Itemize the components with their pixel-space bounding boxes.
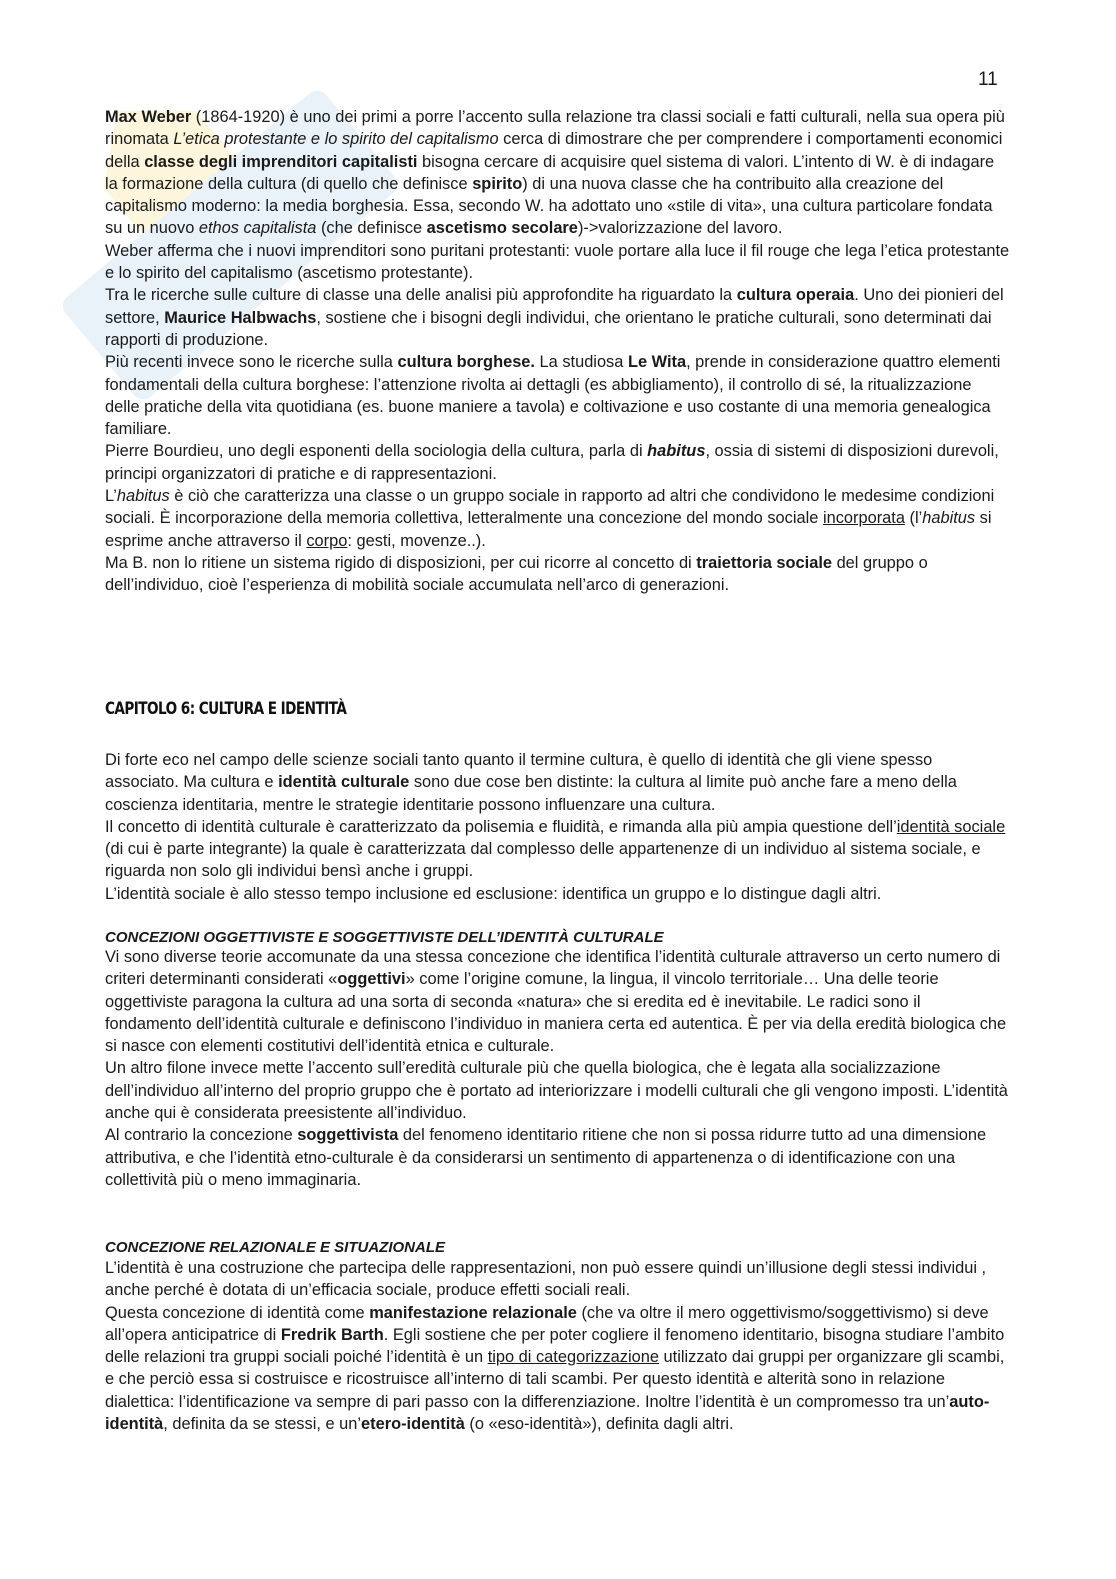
bold-italic-term: habitus — [647, 442, 706, 461]
paragraph: Un altro filone invece mette l’accento sull’eredità culturale più che quella biologica, che è legata alla socializzazione dell’individuo all’interno del proprio gruppo che è portato ad interiorizzare i modelli culturali che gli vengono imposti. L’identità anche qui è considerata preesistente all’individuo. — [105, 1059, 1008, 1123]
bold-term: cultura borghese. — [397, 353, 535, 372]
text-run: (che definisce — [316, 219, 427, 238]
text-run: bisogna cercare di acquisire quel sistema di valori. L’intento di W. è di indagare la formazione della cultura (di quello che definisce — [105, 152, 995, 193]
text-run: (1864-1920) è uno dei primi a porre l’accento sulla relazione tra classi sociali e fatti culturali, nella sua opera più rinomata — [105, 108, 1005, 149]
section-heading-relational: CONCEZIONE RELAZIONALE E SITUAZIONALE — [105, 1239, 446, 1256]
text-block-relational — [105, 1257, 1010, 1435]
bold-term: spirito — [472, 174, 523, 193]
paragraph — [105, 106, 1010, 240]
text-run: , sostiene che i bisogni degli individui, che orientano le pratiche culturali, sono determinati dai rapporti di produzione. — [105, 308, 992, 349]
text-run: Il concetto di identità culturale è caratterizzato da polisemia e fluidità, e rimanda alla più ampia questione dell’ — [105, 817, 897, 836]
paragraph: L’identità sociale è allo stesso tempo inclusione ed esclusione: identifica un gruppo e lo distingue dagli altri. — [105, 884, 882, 903]
bold-term: traiettoria sociale — [696, 553, 833, 572]
text-run: (o «eso-identità»), definita dagli altri. — [464, 1415, 734, 1434]
text-run: Di forte eco nel campo delle scienze sociali tanto quanto il termine cultura, è quello di identità che gli viene spesso associato. Ma cultura e — [105, 751, 933, 792]
paragraph — [105, 440, 1010, 485]
text-run: , definita da se stessi, e un’ — [163, 1415, 361, 1434]
text-run: del fenomeno identitario ritiene che non si possa ridurre tutto ad una dimensione attributiva, e che l’identità etno-culturale è da considerarsi un sentimento di appartenenza o di identificazione con una collettività più o meno immaginaria. — [105, 1126, 987, 1189]
paragraph — [105, 1124, 1010, 1191]
text-run: La studiosa — [534, 353, 628, 372]
section-heading-wrap — [105, 1237, 445, 1259]
paragraph: Weber afferma che i nuovi imprenditori sono puritani protestanti: vuole portare alla luce il fil rouge che lega l’etica protestante e lo spirito del capitalismo (ascetismo protestante). — [105, 241, 1010, 283]
text-run: del gruppo o dell’individuo, cioè l’esperienza di mobilità sociale accumulata nell’arco di generazioni. — [105, 553, 928, 595]
paragraph — [105, 284, 1010, 351]
bold-term: cultura operaia — [736, 286, 855, 305]
text-run: : gesti, movenze..). — [347, 531, 486, 550]
text-run: Al contrario la concezione — [105, 1126, 298, 1145]
paragraph: L’identità è una costruzione che partecipa delle rappresentazioni, non può essere quindi un’illusione degli stessi individui , anche perché è dotata di un’efficacia sociale, produce effetti sociali reali. — [105, 1259, 987, 1300]
text-run: (che va oltre il mero oggettivismo/soggettivismo) si deve all’opera anticipatrice di — [105, 1303, 989, 1344]
text-run: L’ — [105, 487, 117, 506]
text-block-objectivist — [105, 946, 1010, 1191]
italic-term: habitus — [116, 487, 170, 506]
text-run: cerca di dimostrare che per comprendere i comportamenti economici della — [105, 130, 1003, 171]
bold-term: ascetismo secolare — [426, 219, 578, 238]
text-block-identity-intro — [105, 749, 1010, 905]
paragraph — [105, 946, 1010, 1057]
italic-term: habitus — [922, 509, 976, 528]
text-run: (di cui è parte integrante) la quale è caratterizzata dal complesso delle appartenenze di un individuo al sistema sociale, e riguarda non solo gli individui bensì anche i gruppi. — [105, 840, 981, 881]
underlined-term: tipo di categorizzazione — [487, 1348, 659, 1367]
bold-term: etero-identità — [361, 1415, 465, 1434]
text-run: Questa concezione di identità come — [105, 1303, 370, 1322]
underlined-term: incorporata — [822, 509, 905, 528]
chapter-title: CAPITOLO 6: CULTURA E IDENTITÀ — [105, 699, 347, 719]
text-run: )->valorizzazione del lavoro. — [577, 219, 783, 238]
text-run: sono due cose ben distinte: la cultura al limite può anche fare a meno della coscienza identitaria, mentre le strategie identitarie possono influenzare una cultura. — [105, 773, 957, 814]
text-run: Ma B. non lo ritiene un sistema rigido di disposizioni, per cui ricorre al concetto di — [105, 553, 697, 572]
text-run: utilizzato dai gruppi per organizzare gli scambi, e che perciò essa si costruisce e ricostruisce all’interno di tali scambi. Per questo identità e alterità sono in relazione dialettica: l’identificazione va sempre di pari passo con la differenziazione. Inoltre l’identità è un compromesso tra un’ — [105, 1348, 1005, 1411]
text-run: . Egli sostiene che per poter cogliere il fenomeno identitario, bisogna studiare l’ambito delle relazioni tra gruppi sociali poiché l’identità è un — [105, 1325, 1005, 1367]
text-run: Pierre Bourdieu, uno degli esponenti della sociologia della cultura, parla di — [105, 442, 648, 461]
text-run: (l’ — [904, 509, 923, 528]
bold-term: identità culturale — [278, 773, 410, 792]
text-run: . Uno dei pionieri del settore, — [105, 286, 1004, 327]
text-run: » come l’origine comune, la lingua, il vincolo territoriale… Una delle teorie oggettiviste paragona la cultura ad una sorta di seconda «natura» che si eredita ed è inevitabile. Le radici sono il fondamento dell’identità culturale e definiscono l’individuo in maniera certa ed autentica. È per via della eredità biologica che si nasce con elementi costitutivi dell’identità etnica e culturale. — [105, 970, 1007, 1056]
text-run: , ossia di sistemi di disposizioni durevoli, principi organizzatori di pratiche e di rappresentazioni. — [105, 442, 999, 483]
text-run: Più recenti invece sono le ricerche sulla — [105, 353, 398, 372]
bold-term: manifestazione relazionale — [369, 1303, 577, 1322]
text-run: Vi sono diverse teorie accomunate da una stessa concezione che identifica l’identità culturale attraverso un certo numero di criteri determinanti considerati « — [105, 948, 1001, 989]
bold-term: Maurice Halbwachs — [164, 308, 317, 327]
text-block-weber-bourdieu — [105, 106, 1010, 597]
text-run: Tra le ricerche sulle culture di classe una delle analisi più approfondite ha riguardato la — [105, 286, 737, 305]
paragraph — [105, 816, 1010, 883]
underlined-term: corpo — [306, 531, 348, 550]
page-number: 11 — [978, 69, 998, 90]
underlined-term: identità sociale — [896, 817, 1006, 836]
paragraph — [105, 1302, 1010, 1436]
bold-term: classe degli imprenditori capitalisti — [144, 152, 418, 171]
text-run: è ciò che caratterizza una classe o un gruppo sociale in rapporto ad altri che condividono le medesime condizioni sociali. È incorporazione della memoria collettiva, letteralmente una concezione del mondo sociale — [105, 487, 995, 528]
paragraph — [105, 749, 1010, 816]
bold-term: Le Wita — [627, 353, 687, 372]
paragraph — [105, 351, 1010, 440]
paragraph — [105, 485, 1010, 552]
paragraph — [105, 552, 1010, 597]
italic-term: ethos capitalista — [198, 219, 317, 238]
book-title: L’etica protestante e lo spirito del capitalismo — [173, 130, 499, 149]
bold-term: Fredrik Barth — [280, 1325, 384, 1344]
bold-term: Max Weber — [105, 108, 192, 126]
bold-term: auto-identità — [105, 1392, 990, 1434]
text-run: , prende in considerazione quattro elementi fondamentali della cultura borghese: l’attenzione rivolta ai dettagli (es abbigliamento), il controllo di sé, la ritualizzazione delle pratiche della vita quotidiana (es. buone maniere a tavola) e coltivazione e uso costante di una memoria genealogica familiare. — [105, 353, 1001, 439]
text-run: ) di una nuova classe che ha contribuito alla creazione del capitalismo moderno: la media borghesia. Essa, secondo W. ha adottato uno «stile di vita», una cultura particolare fondata su un nuovo — [105, 174, 993, 238]
text-run: si esprime anche attraverso il — [105, 509, 992, 550]
bold-term: soggettivista — [297, 1126, 399, 1145]
bold-term: oggettivi — [337, 970, 406, 989]
section-heading-objectivist: CONCEZIONI OGGETTIVISTE E SOGGETTIVISTE DELL’IDENTITÀ CULTURALE — [105, 929, 664, 946]
